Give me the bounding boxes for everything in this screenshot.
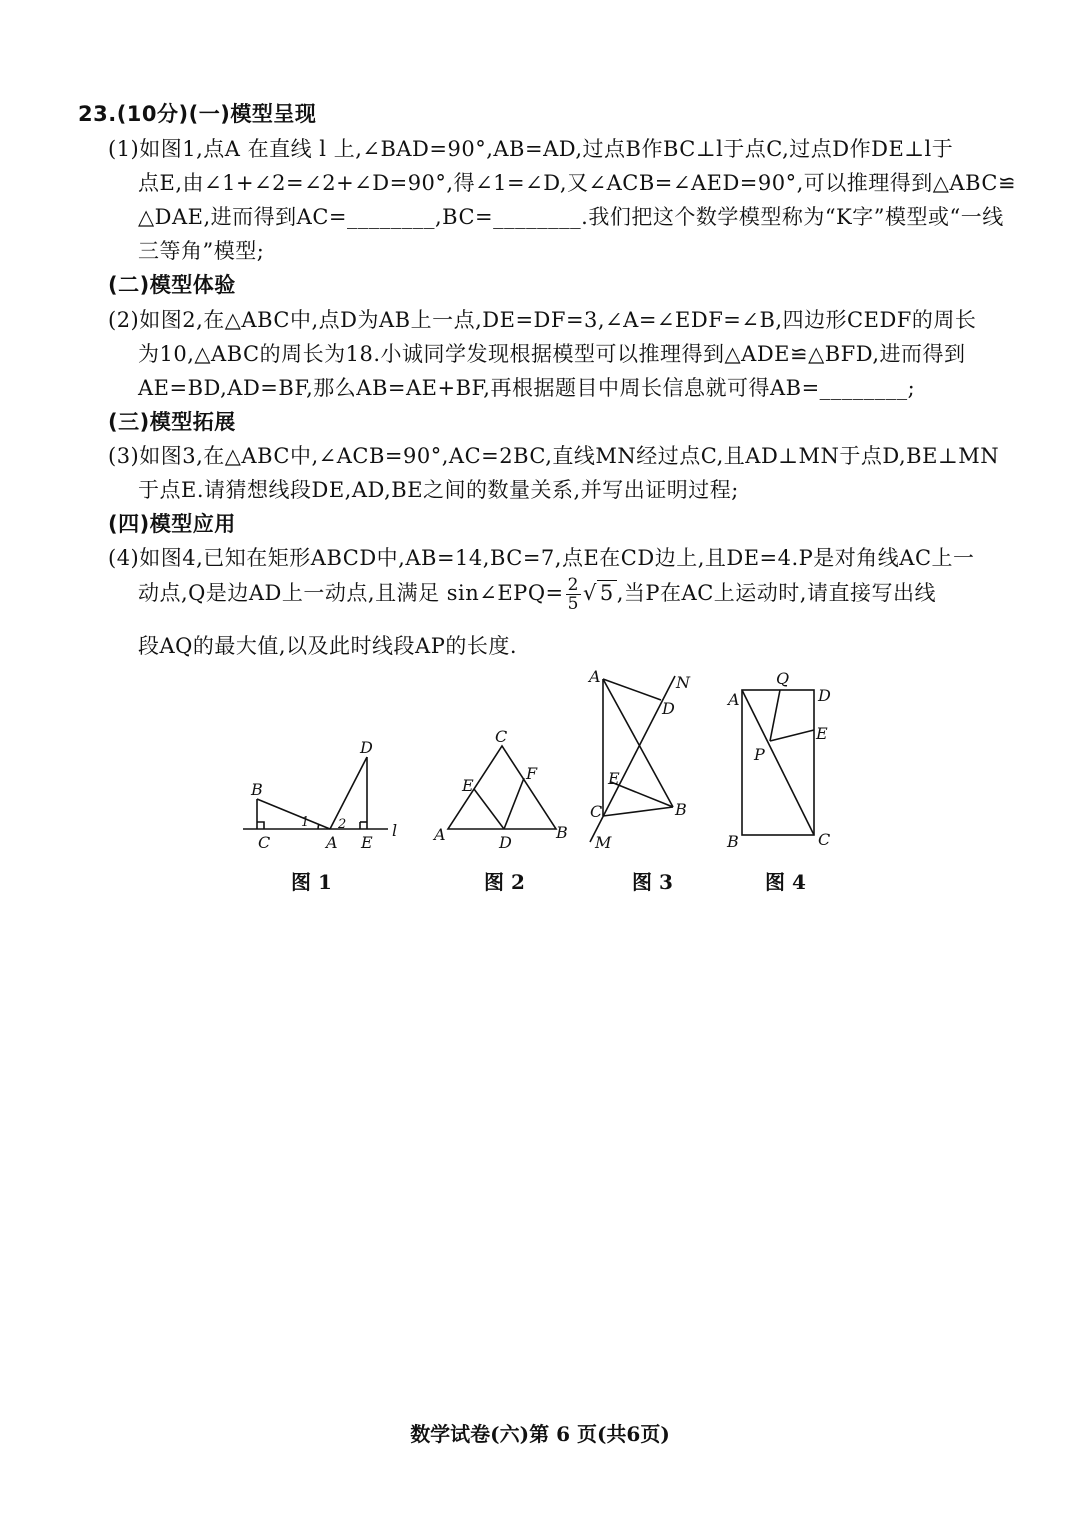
fig3-label-b: B bbox=[675, 800, 687, 819]
fig3-label-d: D bbox=[662, 699, 675, 718]
part2-line3: AE=BD,AD=BF,那么AB=AE+BF,再根据题目中周长信息就可得AB=________; bbox=[138, 376, 916, 400]
part1-line1: (1)如图1,点A 在直线 l 上,∠BAD=90°,AB=AD,过点B作BC⊥l于点C,过点D作DE⊥l于 bbox=[108, 137, 954, 161]
fig3-label-e: E bbox=[608, 769, 620, 788]
part2-line1: (2)如图2,在△ABC中,点D为AB上一点,DE=DF=3,∠A=∠EDF=∠B,四边形CEDF的周长 bbox=[108, 308, 977, 332]
square-root: √ 5 bbox=[583, 581, 617, 605]
fig1-label-l: l bbox=[392, 821, 398, 840]
fig1-label-a: A bbox=[326, 833, 338, 852]
fig3-label-c: C bbox=[590, 802, 603, 821]
part3-line1: (3)如图3,在△ABC中,∠ACB=90°,AC=2BC,直线MN经过点C,且AD⊥MN于点D,BE⊥MN bbox=[108, 444, 1000, 468]
figure-1-caption: 图 1 bbox=[291, 870, 332, 894]
fig4-label-c: C bbox=[818, 830, 831, 849]
fig2-label-c: C bbox=[495, 727, 508, 746]
radicand: 5 bbox=[597, 580, 617, 605]
part4-line2-end: ,当P在AC上运动时,请直接写出线 bbox=[616, 581, 936, 605]
fraction-numerator: 2 bbox=[567, 575, 579, 595]
fig3-label-a: A bbox=[589, 667, 601, 686]
figure-2-caption: 图 2 bbox=[484, 870, 525, 894]
section2-title: (二)模型体验 bbox=[108, 273, 236, 297]
part1-line3: △DAE,进而得到AC=________,BC=________.我们把这个数学模型称为“K字”模型或“一线 bbox=[138, 205, 1004, 229]
fig1-label-e: E bbox=[361, 833, 373, 852]
section4-title: (四)模型应用 bbox=[108, 512, 236, 536]
fig4-label-q: Q bbox=[776, 669, 790, 688]
fig3-label-m: M bbox=[595, 833, 612, 852]
fig1-label-b: B bbox=[251, 780, 263, 799]
question-heading: 23.(10分)(一)模型呈现 bbox=[78, 102, 317, 126]
page-footer: 数学试卷(六)第 6 页(共6页) bbox=[410, 1422, 670, 1446]
fig2-label-e: E bbox=[462, 776, 474, 795]
fig4-label-p: P bbox=[754, 745, 765, 764]
part3-line2: 于点E.请猜想线段DE,AD,BE之间的数量关系,并写出证明过程; bbox=[138, 478, 739, 502]
figure-3-caption: 图 3 bbox=[632, 870, 673, 894]
part2-line2: 为10,△ABC的周长为18.小诚同学发现根据模型可以推理得到△ADE≌△BFD,进而得到 bbox=[138, 342, 966, 366]
part4-line2-start: 动点,Q是边AD上一动点,且满足 sin∠EPQ= bbox=[138, 581, 564, 605]
part4-line3: 段AQ的最大值,以及此时线段AP的长度. bbox=[138, 634, 518, 658]
section3-title: (三)模型拓展 bbox=[108, 410, 236, 434]
fig2-label-f: F bbox=[526, 764, 538, 783]
fig3-label-n: N bbox=[676, 673, 690, 692]
fig2-label-a: A bbox=[434, 825, 446, 844]
fig4-label-e: E bbox=[816, 724, 828, 743]
fig4-label-b: B bbox=[727, 832, 739, 851]
part1-line2: 点E,由∠1+∠2=∠2+∠D=90°,得∠1=∠D,又∠ACB=∠AED=90°,可以推理得到△ABC≌ bbox=[138, 171, 1017, 195]
fig1-angle-2: 2 bbox=[338, 817, 347, 832]
figure-4 bbox=[742, 690, 814, 835]
figure-1 bbox=[243, 757, 388, 829]
part1-line4: 三等角”模型; bbox=[138, 239, 265, 263]
fig1-angle-1: 1 bbox=[301, 815, 310, 830]
fig1-label-c: C bbox=[258, 833, 271, 852]
fig4-label-a: A bbox=[728, 690, 740, 709]
fig4-label-d: D bbox=[818, 686, 831, 705]
fig2-label-d: D bbox=[499, 833, 512, 852]
fig1-label-d: D bbox=[360, 738, 373, 757]
figure-4-caption: 图 4 bbox=[765, 870, 806, 894]
fraction-denominator: 5 bbox=[567, 594, 579, 614]
fig2-label-b: B bbox=[556, 823, 568, 842]
part4-line1: (4)如图4,已知在矩形ABCD中,AB=14,BC=7,点E在CD边上,且DE=4.P是对角线AC上一 bbox=[108, 546, 975, 570]
